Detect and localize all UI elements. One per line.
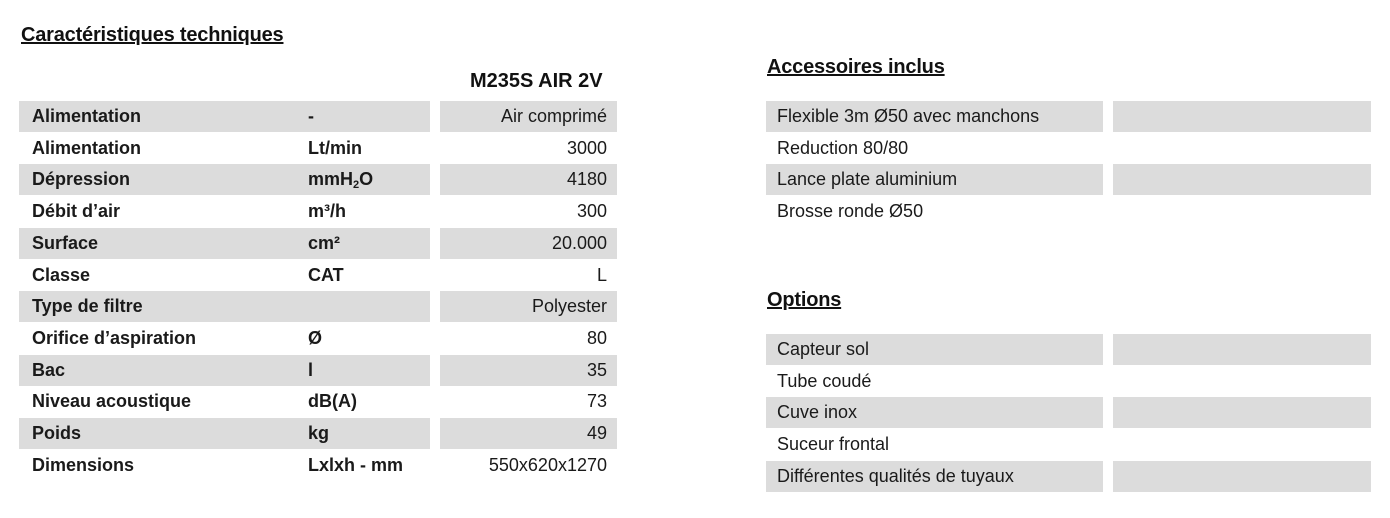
spec-value: 49 [440, 418, 617, 449]
options-heading: Options [767, 289, 842, 311]
spec-value: 73 [586, 391, 607, 411]
option-row [0, 334, 1380, 365]
accessory-row [0, 133, 1380, 164]
option-row [0, 397, 1380, 428]
spec-label: Orifice d’aspiration [32, 328, 197, 348]
accessory-label: Reduction 80/80 [777, 138, 909, 158]
spec-row [0, 291, 620, 322]
option-cell [1113, 429, 1371, 460]
spec-unit-main: mmH [308, 169, 354, 189]
spec-value: Polyester [440, 291, 617, 322]
spec-unit: Lt/min [308, 138, 362, 158]
spec-label: Bac [19, 355, 430, 386]
spec-label: Dimensions [32, 455, 135, 475]
accessory-cell [1113, 164, 1371, 195]
spec-value: 35 [440, 355, 617, 386]
option-row [0, 461, 1380, 492]
spec-value: L [596, 265, 607, 285]
spec-unit: Ø [308, 328, 323, 348]
spec-unit: l [308, 360, 314, 380]
accessory-cell [1113, 196, 1371, 227]
spec-value: Air comprimé [440, 101, 617, 132]
spec-unit: kg [308, 423, 330, 443]
option-cell [1113, 334, 1371, 365]
spec-label: Poids [19, 418, 430, 449]
spec-unit: dB(A) [308, 391, 357, 411]
spec-label: Classe [32, 265, 91, 285]
spec-value: 300 [576, 201, 607, 221]
spec-unit-subscript: 2 [353, 179, 360, 191]
accessory-label: Flexible 3m Ø50 avec manchons [766, 101, 1103, 132]
accessory-row [0, 196, 1380, 227]
option-label: Tube coudé [777, 371, 872, 391]
option-label: Cuve inox [766, 397, 1103, 428]
spec-value: 550x620x1270 [488, 455, 607, 475]
spec-label: Surface [19, 228, 430, 259]
spec-label: Niveau acoustique [32, 391, 192, 411]
option-label: Capteur sol [766, 334, 1103, 365]
spec-unit-tail: O [359, 169, 374, 189]
accessory-row [0, 101, 1380, 132]
spec-value: 4180 [440, 164, 617, 195]
accessory-label: Brosse ronde Ø50 [777, 201, 924, 221]
accessory-row [0, 164, 1380, 195]
tech-specs-heading: Caractéristiques techniques [21, 24, 284, 46]
spec-unit: cm² [308, 233, 341, 253]
option-cell [1113, 397, 1371, 428]
spec-row [0, 228, 620, 259]
option-row [0, 366, 1380, 397]
accessory-label: Lance plate aluminium [766, 164, 1103, 195]
option-label: Différentes qualités de tuyaux [766, 461, 1103, 492]
spec-unit: - [308, 106, 314, 126]
spec-unit: m³/h [308, 201, 346, 221]
accessory-cell [1113, 133, 1371, 164]
option-label: Suceur frontal [777, 434, 890, 454]
accessories-heading: Accessoires inclus [767, 56, 945, 78]
spec-row [0, 260, 620, 291]
spec-label: Dépression [19, 164, 430, 195]
spec-label: Alimentation [19, 101, 430, 132]
model-name: M235S AIR 2V [470, 70, 603, 92]
option-cell [1113, 366, 1371, 397]
spec-unit: CAT [308, 265, 344, 285]
spec-value: 80 [586, 328, 607, 348]
spec-label: Débit d’air [32, 201, 121, 221]
spec-label: Type de filtre [19, 291, 430, 322]
option-cell [1113, 461, 1371, 492]
spec-label: Alimentation [32, 138, 142, 158]
spec-unit: Lxlxh - mm [308, 455, 404, 475]
spec-value: 20.000 [440, 228, 617, 259]
option-row [0, 429, 1380, 460]
spec-value: 3000 [566, 138, 607, 158]
accessory-cell [1113, 101, 1371, 132]
